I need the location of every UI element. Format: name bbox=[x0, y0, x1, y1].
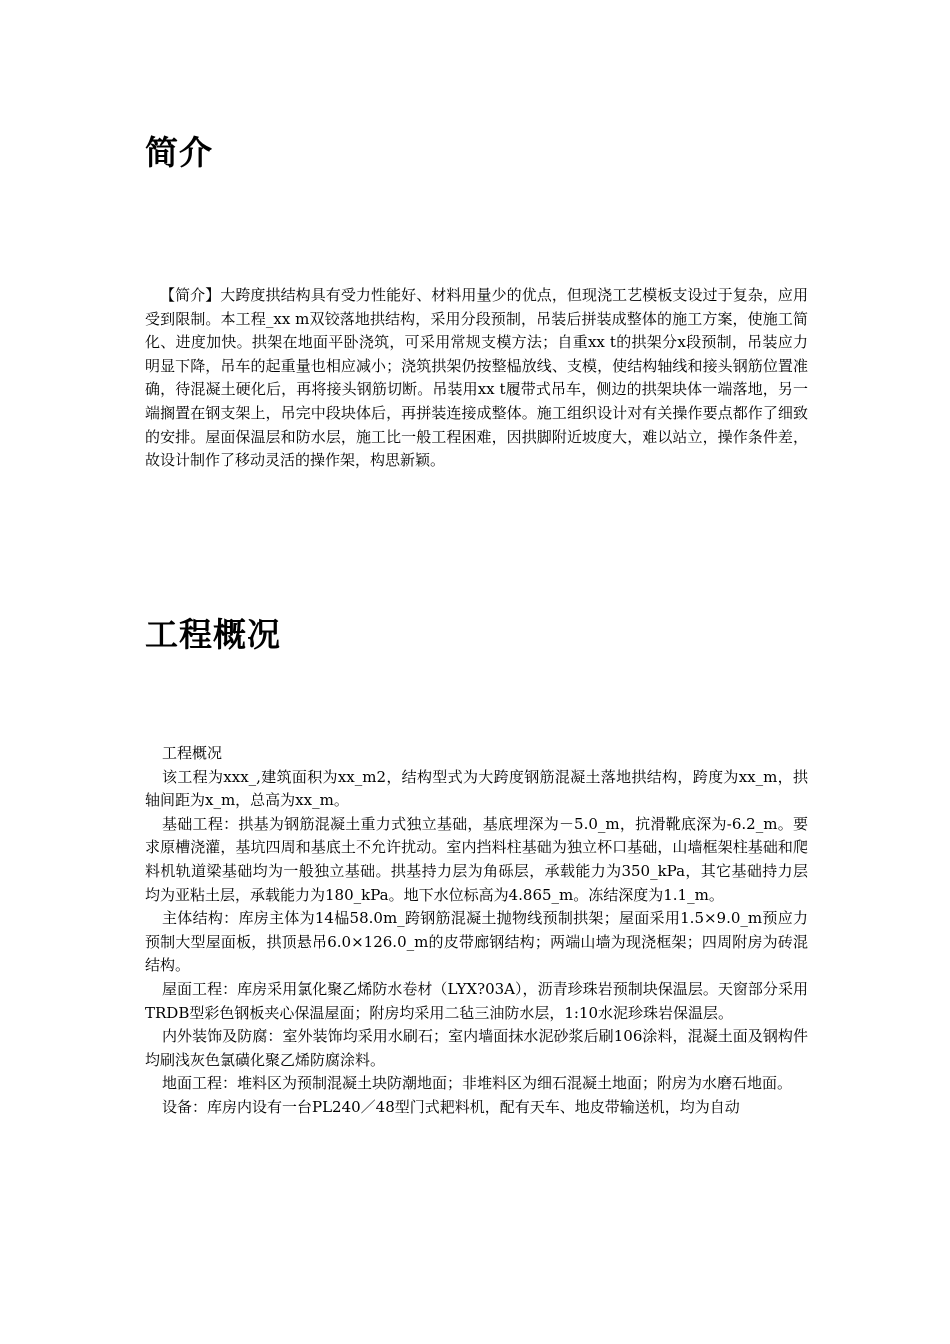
intro-paragraph: 【简介】大跨度拱结构具有受力性能好、材料用量少的优点，但现浇工艺模板支设过于复杂，应用受到限制。本工程_xx m双铰落地拱结构，采用分段预制，吊装后拼装成整体的施工方案，使施工简化、进度加快。拱架在地面平卧浇筑，可采用常规支模方法；自重xx t的拱架分x段预制，吊装应力明显下降，吊车的起重量也相应减小；浇筑拱架仍按整榀放线、支模，使结构轴线和接头钢筋位置准确，待混凝土硬化后，再将接头钢筋切断。吊装用xx t履带式吊车，侧边的拱架块体一端落地，另一端搁置在钢支架上，吊完中段块体后，再拼装连接成整体。施工组织设计对有关操作要点都作了细致的安排。屋面保温层和防水层，施工比一般工程困难，因拱脚附近坡度大，难以站立，操作条件差，故设计制作了移动灵活的操作架，构思新颖。 bbox=[145, 286, 808, 470]
overview-paragraph-structure: 主体结构：库房主体为14榀58.0m_跨钢筋混凝土抛物线预制拱架；屋面采用1.5×9.0_m预应力预制大型屋面板，拱顶悬吊6.0×126.0_m的皮带廊钢结构；两端山墙为现浇框架；四周附房为砖混结构。 bbox=[145, 909, 808, 975]
overview-paragraph-floor: 地面工程：堆料区为预制混凝土块防潮地面；非堆料区为细石混凝土地面；附房为水磨石地面。 bbox=[162, 1074, 793, 1093]
intro-heading: 简介 bbox=[145, 133, 213, 172]
overview-paragraph-foundation: 基础工程：拱基为钢筋混凝土重力式独立基础，基底埋深为－5.0_m，抗滑靴底深为-6.2_m。要求原槽浇灌，基坑四周和基底土不允许扰动。室内挡料柱基础为独立杯口基础，山墙框架柱基础和爬料机轨道梁基础均为一般独立基础。拱基持力层为角砾层，承载能力为350_kPa，其它基础持力层均为亚粘土层，承载能力为180_kPa。地下水位标高为4.865_m。冻结深度为1.1_m。 bbox=[145, 814, 808, 904]
overview-subtitle: 工程概况 bbox=[162, 744, 223, 762]
overview-paragraph-roof: 屋面工程：库房采用氯化聚乙烯防水卷材（LYX?03A），沥青珍珠岩预制块保温层。天窗部分采用TRDB型彩色钢板夹心保温屋面；附房均采用二毡三油防水层，1:10水泥珍珠岩保温层。 bbox=[145, 979, 808, 1022]
overview-paragraph-equipment: 设备：库房内设有一台PL240／48型门式耙料机，配有天车、地皮带输送机，均为自动 bbox=[162, 1097, 740, 1116]
overview-paragraph-project: 该工程为xxx_,建筑面积为xx_m2，结构型式为大跨度钢筋混凝土落地拱结构，跨度为xx_m，拱轴间距为x_m，总高为xx_m。 bbox=[145, 767, 808, 810]
overview-paragraph-decoration: 内外装饰及防腐：室外装饰均采用水刷石；室内墙面抹水泥砂浆后刷106涂料，混凝土面及钢构件均刷浅灰色氯磺化聚乙烯防腐涂料。 bbox=[145, 1027, 808, 1069]
overview-body bbox=[145, 742, 808, 1120]
overview-heading: 工程概况 bbox=[145, 615, 281, 654]
